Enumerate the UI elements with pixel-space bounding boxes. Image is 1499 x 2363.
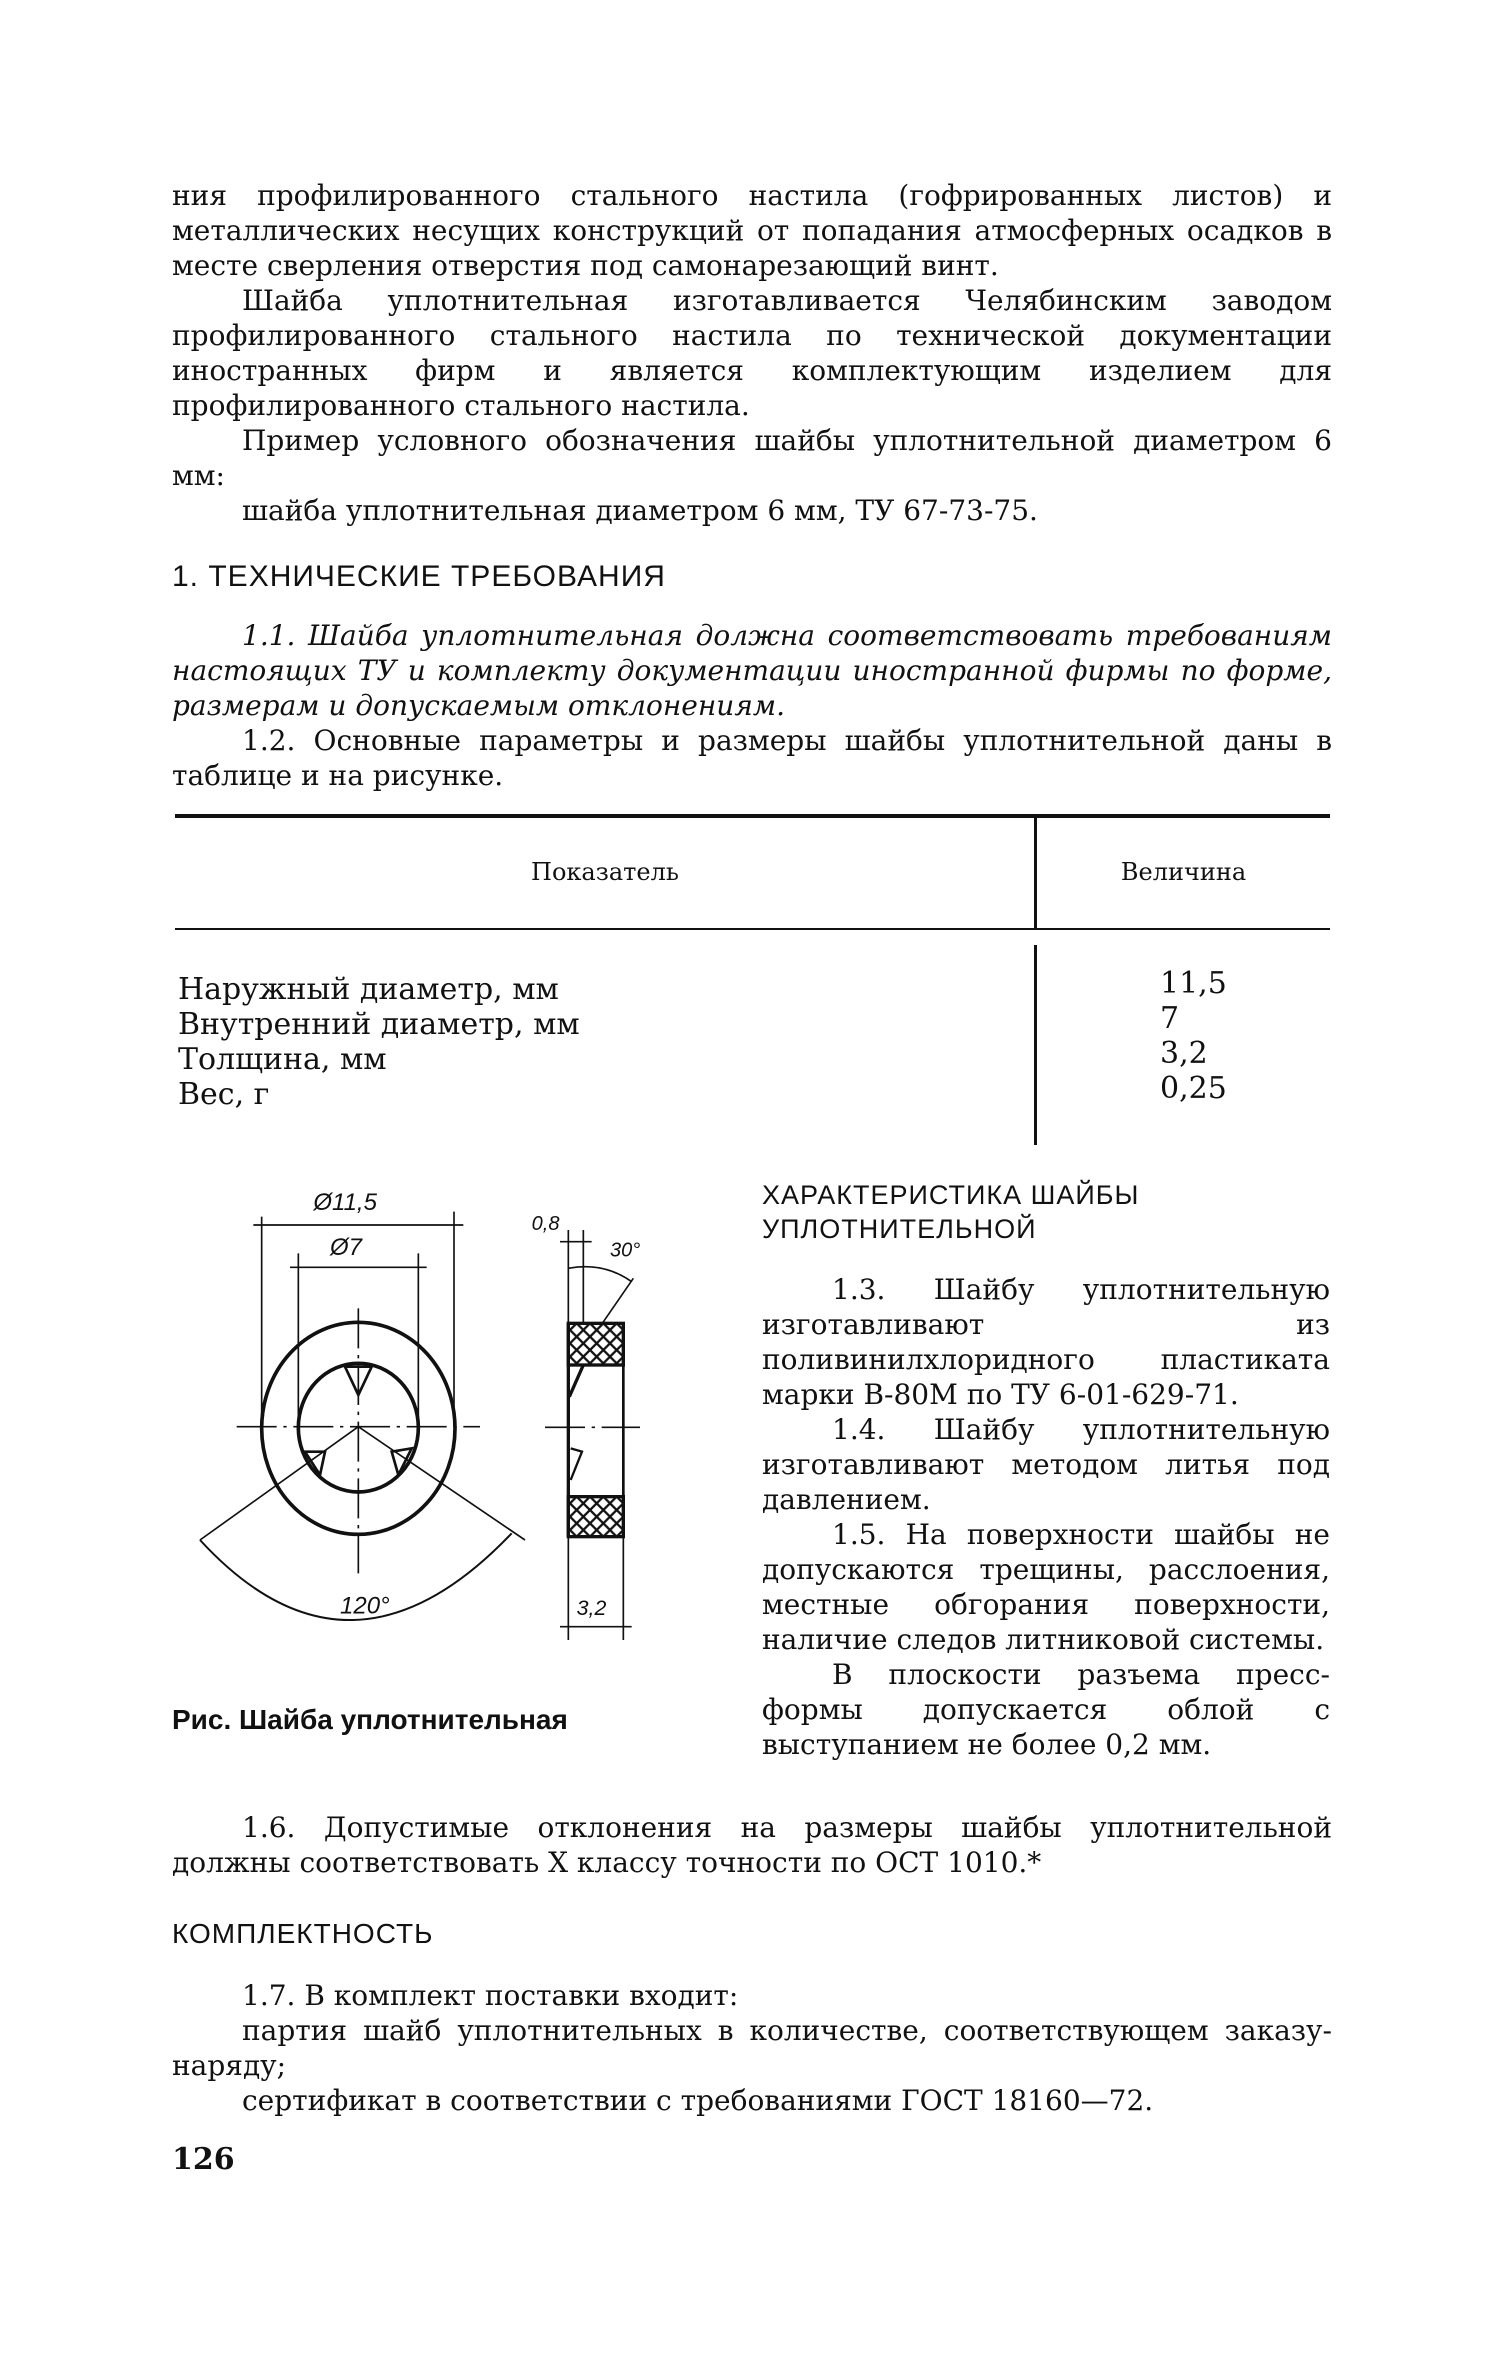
completeness-heading: КОМПЛЕКТНОСТЬ <box>172 1918 434 1949</box>
table-labels <box>178 972 580 1112</box>
dim-chamfer: 0,8 <box>531 1213 560 1235</box>
clause-1-6: 1.6. Допустимые отклонения на размеры шайбы уплотнительной должны соответствовать X классу точности по ОСТ 1010.* <box>172 1811 1332 1879</box>
table-row-label: Толщина, мм <box>178 1042 387 1077</box>
table-row-value: 7 <box>1160 1001 1180 1036</box>
clause-1-5: 1.5. На поверхности шайбы не допускаются трещины, расслоения, местные обгорания поверхности, наличие следов литниковой системы. <box>762 1518 1330 1656</box>
table-row-value: 0,25 <box>1160 1071 1227 1106</box>
characteristics-text <box>762 1272 1330 1762</box>
dim-chamfer-angle: 30° <box>610 1239 641 1262</box>
clause-1-5-flash: В плоскости разъема пресс-формы допускается облой с выступанием не более 0,2 мм. <box>762 1658 1330 1761</box>
table-header-rule <box>175 928 1330 930</box>
completeness-item-1: партия шайб уплотнительных в количестве, соответствующем заказу-наряду; <box>172 2014 1332 2082</box>
clause-1-2: 1.2. Основные параметры и размеры шайбы уплотнительной даны в таблице и на рисунке. <box>172 724 1332 792</box>
figure-caption: Рис. Шайба уплотнительная <box>172 1704 568 1735</box>
clause-1-7: 1.7. В комплект поставки входит: <box>242 1979 739 2012</box>
clause-1-4: 1.4. Шайбу уплотнительную изготавливают методом литья под давлением. <box>762 1413 1330 1516</box>
clause-1-3: 1.3. Шайбу уплотнительную изготавливают из поливинилхлоридного пластиката марки В-80М по ТУ 6-01-629-71. <box>762 1273 1330 1411</box>
table-row-label: Вес, г <box>178 1077 270 1112</box>
completeness-text <box>172 1978 1332 2118</box>
table-values <box>1160 966 1227 1106</box>
completeness-item-2: сертификат в соответствии с требованиями ГОСТ 18160—72. <box>242 2084 1154 2117</box>
washer-drawing <box>150 1150 750 1700</box>
intro-text <box>172 178 1332 528</box>
table-top-rule <box>175 814 1330 818</box>
table-header-indicator: Показатель <box>531 858 679 886</box>
table-column-divider-body <box>1034 945 1037 1145</box>
dim-angle-120: 120° <box>340 1592 390 1620</box>
page-number: 126 <box>172 2142 235 2177</box>
table-row-value: 11,5 <box>1160 966 1227 1001</box>
dim-thickness: 3,2 <box>576 1596 607 1620</box>
intro-paragraph-1: ния профилированного стального настила (гофрированных листов) и металлических несущих конструкций от попадания атмосферных осадков в месте сверления отверстия под самонарезающий винт. <box>172 179 1332 282</box>
dim-inner-diameter: Ø7 <box>330 1234 363 1261</box>
clause-1-6-block <box>172 1810 1332 1880</box>
table-row-label: Внутренний диаметр, мм <box>178 1007 580 1042</box>
designation-example: шайба уплотнительная диаметром 6 мм, ТУ 67-73-75. <box>242 494 1038 527</box>
clause-1-1: 1.1. Шайба уплотнительная должна соответствовать требованиям настоящих ТУ и комплекту документации иностранной фирмы по форме, размерам и допускаемым отклонениям. <box>172 619 1332 722</box>
section1-text <box>172 618 1332 793</box>
dim-outer-diameter: Ø11,5 <box>313 1189 377 1216</box>
characteristics-heading: ХАРАКТЕРИСТИКА ШАЙБЫ УПЛОТНИТЕЛЬНОЙ <box>762 1180 1140 1244</box>
section-heading-technical: 1. ТЕХНИЧЕСКИЕ ТРЕБОВАНИЯ <box>172 560 666 593</box>
table-header-value: Величина <box>1120 858 1247 886</box>
table-row-label: Наружный диаметр, мм <box>178 972 559 1007</box>
table-row-value: 3,2 <box>1160 1036 1208 1071</box>
intro-paragraph-2: Шайба уплотнительная изготавливается Челябинским заводом профилированного стального настила по технической документации иностранных фирм и является комплектующим изделием для профилированного стального настила. <box>172 284 1332 422</box>
intro-paragraph-3: Пример условного обозначения шайбы уплотнительной диаметром 6 мм: <box>172 424 1332 492</box>
